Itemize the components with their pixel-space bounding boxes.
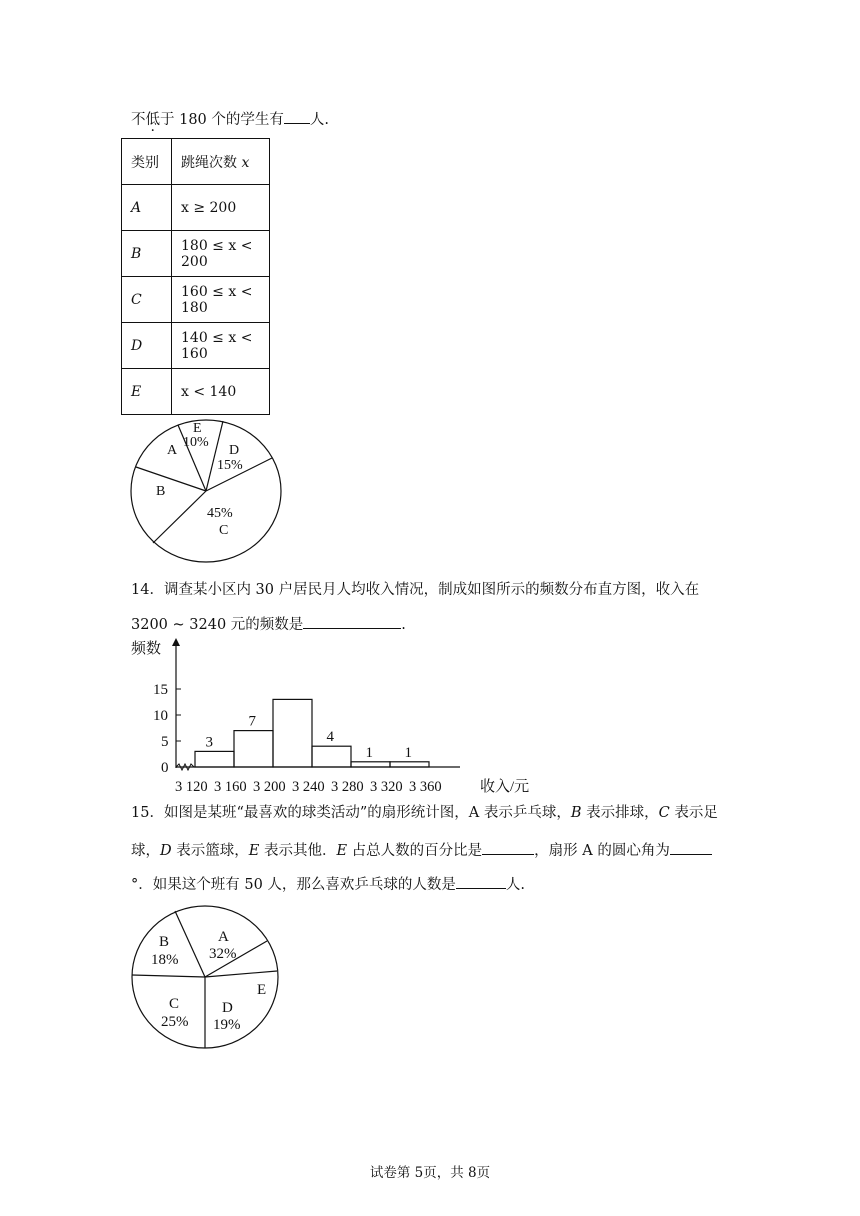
table-cell-range: x ≥ 200 [172,185,270,231]
table-row [122,369,270,415]
pie1-label-d-pct: 15% [217,458,243,473]
pie2-divider [205,971,277,977]
q13-answer-blank[interactable] [284,108,310,124]
histogram-bar-label: 4 [326,729,334,746]
histogram-bar [234,731,273,767]
pie2-label-b: B [159,934,170,950]
table-cell-cat: E [122,369,172,415]
category-table [121,138,270,415]
table-cell-cat: D [122,323,172,369]
table-row [122,323,270,369]
q13-mid: 180 个的学生有 [174,112,284,128]
q14-answer-blank[interactable] [303,613,401,629]
pie1-label-e: E [193,421,202,436]
x-tick-label: 3 200 [253,779,286,795]
table-cell-range: 140 ≤ x < 160 [172,323,270,369]
pie2-pct-b: 18% [151,952,179,968]
pie1-label-b: B [156,484,166,499]
q15-line3: °．如果这个班有 50 人，那么喜欢乒乓球的人数是 人. [131,873,525,895]
q14-line1: 14．调查某小区内 30 户居民月人均收入情况，制成如图所示的频数分布直方图，收入在 [131,582,700,598]
table-cell-cat: A [122,185,172,231]
histogram-bar [273,699,312,767]
pie1-label-c: C [219,523,229,538]
pie1-label-c-pct: 45% [207,506,233,521]
table-cell-range: x < 140 [172,369,270,415]
pie1-label-d: D [229,443,240,458]
q13-text [131,108,329,130]
q15-count-blank[interactable] [456,873,506,889]
q13-suffix: 人. [309,112,330,128]
pie2-label-d: D [222,1000,233,1016]
histogram-bar [195,751,234,767]
x-tick-label: 3 160 [214,779,247,795]
y-tick-label: 5 [161,734,169,750]
table-cell-range: 180 ≤ x < 200 [172,231,270,277]
pie1-divider [136,467,206,491]
x-tick-label: 3 120 [175,779,208,795]
histogram-bar [351,762,390,767]
pie1-divider [206,421,223,491]
q14-line2 [131,613,406,635]
table-row [122,277,270,323]
pie2-pct-d: 19% [213,1017,241,1033]
pie2-label-c: C [169,996,180,1012]
table-cell-cat: B [122,231,172,277]
x-tick-label: 3 240 [292,779,325,795]
histogram-bar-label: 1 [365,744,373,761]
table-header-category: 类别 [122,139,172,185]
y-tick-label: 10 [153,708,168,724]
table-row [122,185,270,231]
histogram-bar [390,762,429,767]
y-axis-arrow-icon [172,638,180,646]
q15-percent-blank[interactable] [482,839,534,855]
table-header-count: 跳绳次数 x [172,139,270,185]
pie1-label-a: A [167,443,178,458]
page-footer: 试卷第 5页，共 8页 [369,1165,491,1181]
pie1-label-e-pct: 10% [183,435,209,450]
pie2-label-e: E [257,982,267,998]
q15-angle-blank[interactable] [670,839,712,855]
pie-chart-ball-games [125,904,285,1056]
table-header-row [122,139,270,185]
x-tick-label: 3 320 [370,779,403,795]
pie2-divider [132,975,205,977]
y-tick-label: 15 [153,682,168,698]
q15-line1: 15．如图是某班“最喜欢的球类活动”的扇形统计图，A 表示乒乓球，B 表示排球，C 表示足 [131,805,718,821]
q15-line2: 球，D 表示篮球，E 表示其他．E 占总人数的百分比是 ，扇形 A 的圆心角为 [131,839,712,861]
histogram-bar-label: 1 [404,744,412,761]
histogram-bar-label: 7 [248,713,256,730]
q13-dotted-phrase: 不低于 [131,112,175,128]
table-cell-range: 160 ≤ x < 180 [172,277,270,323]
pie2-pct-c: 25% [161,1014,189,1030]
table-row [122,231,270,277]
pie2-divider [175,911,205,977]
histogram-income [125,638,545,798]
histogram-ylabel: 频数 [131,641,162,657]
table-cell-cat: C [122,277,172,323]
y-tick-label: 0 [161,760,169,776]
pie2-label-a: A [218,929,229,945]
x-tick-label: 3 360 [409,779,442,795]
histogram-bar [312,746,351,767]
q14-line2-suffix: . [401,617,406,633]
histogram-xlabel: 收入/元 [480,779,530,795]
pie2-pct-a: 32% [209,946,237,962]
q14-line2-text: 3200 ~ 3240 元的频数是 [131,617,304,633]
x-tick-label: 3 280 [331,779,364,795]
histogram-bar-label: 3 [205,734,213,751]
pie-chart-jump-rope [125,414,295,569]
